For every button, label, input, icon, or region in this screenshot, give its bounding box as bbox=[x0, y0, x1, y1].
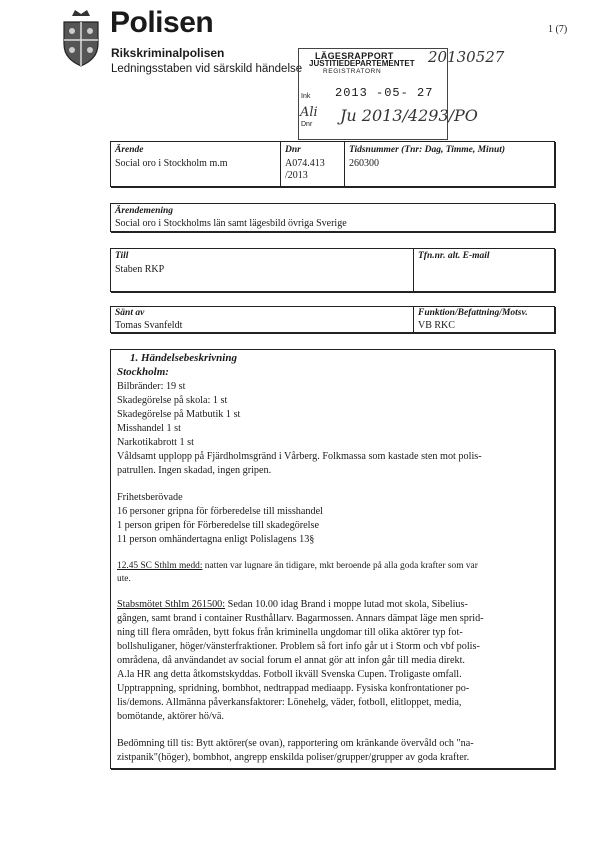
registry-stamp bbox=[298, 48, 448, 140]
funktion-label: Funktion/Befattning/Motsv. bbox=[418, 308, 528, 318]
arende-cell bbox=[111, 142, 281, 186]
funktion-cell bbox=[414, 307, 554, 332]
stamp-dnr-label: Dnr bbox=[301, 121, 313, 128]
dnr-cell bbox=[281, 142, 345, 186]
incident-line: Skadegörelse på skola: 1 st bbox=[117, 395, 228, 406]
sc-report-text: natten var lugnare än tidigare, mkt beroende på alla goda krafter som var bbox=[202, 561, 478, 571]
incident-line: patrullen. Ingen skadad, ingen gripen. bbox=[117, 465, 272, 476]
stamp-ministry: JUSTITIEDEPARTEMENTET bbox=[309, 59, 415, 68]
incident-line: Våldsamt upplopp på Fjärdholmsgränd i Vårberg. Folkmassa som kastade sten mot polis- bbox=[117, 451, 482, 462]
page-number: 1 (7) bbox=[548, 24, 568, 35]
detained-line: 11 person omhändertagna enligt Polislagens 13§ bbox=[117, 534, 315, 545]
unit-name: Ledningsstaben vid särskild händelse bbox=[111, 63, 303, 75]
incident-line: Skadegörelse på Matbutik 1 st bbox=[117, 409, 241, 420]
stamp-office: REGISTRATORN bbox=[323, 68, 382, 75]
sc-report bbox=[117, 561, 478, 571]
handwritten-initials: Ali bbox=[300, 105, 318, 120]
sc-report-label: 12.45 SC Sthlm medd: bbox=[117, 561, 203, 571]
section-subtitle: Stockholm: bbox=[117, 366, 169, 378]
brand-name: Polisen bbox=[110, 6, 214, 39]
arende-row bbox=[110, 141, 555, 187]
handwritten-date: 20130527 bbox=[428, 48, 505, 66]
stamp-ink-label: Ink bbox=[301, 93, 311, 100]
dnr-value-1: A074.413 bbox=[285, 158, 325, 169]
stab-report bbox=[117, 599, 468, 610]
stab-line: A.la HR ang detta åtkomstskyddas. Fotboll ikväll Svenska Cupen. Troligaste omfall. bbox=[117, 669, 462, 680]
dnr-value-2: /2013 bbox=[285, 170, 308, 181]
detained-line: 1 person gripen för Förberedelse till skadegörelse bbox=[117, 520, 319, 531]
till-label: Till bbox=[115, 251, 129, 261]
dnr-label: Dnr bbox=[285, 145, 301, 155]
arendemening-box bbox=[110, 203, 555, 232]
stab-line: ning till flera områden, bytt fokus från kriminella ungdomar till olika aktörer typ fot- bbox=[117, 627, 463, 638]
arendemening-value: Social oro i Stockholms län samt lägesbild övriga Sverige bbox=[115, 218, 347, 229]
sant-av-cell bbox=[111, 307, 414, 332]
stab-report-label: Stabsmötet Sthlm 261500: bbox=[117, 599, 226, 610]
detained-title: Frihetsberövade bbox=[117, 492, 183, 503]
stab-line: Upptrappning, spridning, bombhot, nedtrappad mediaapp. Fysiska konfrontationer po- bbox=[117, 683, 470, 694]
tidsnummer-value: 260300 bbox=[349, 158, 379, 169]
sant-av-row bbox=[110, 306, 555, 333]
incident-line: Narkotikabrott 1 st bbox=[117, 437, 194, 448]
tidsnummer-cell bbox=[345, 142, 554, 186]
funktion-value: VB RKC bbox=[418, 320, 455, 331]
incident-line: Misshandel 1 st bbox=[117, 423, 181, 434]
incident-line: Bilbränder: 19 st bbox=[117, 381, 186, 392]
police-crest-logo bbox=[60, 10, 102, 68]
stab-line: gången, samt brand i container Rusthållarv. Bagarmossen. Annars dämpat läge men sprid- bbox=[117, 613, 484, 624]
stab-report-text: Sedan 10.00 idag Brand i moppe lutad mot skola, Sibelius- bbox=[225, 599, 468, 610]
arende-label: Ärende bbox=[115, 145, 144, 155]
arende-value: Social oro i Stockholm m.m bbox=[115, 158, 228, 169]
sc-report-cont: ute. bbox=[117, 574, 131, 584]
tfn-label: Tfn.nr. alt. E-mail bbox=[418, 251, 490, 261]
stamp-title: LÄGESRAPPORT bbox=[315, 51, 394, 61]
section-title: 1. Händelsebeskrivning bbox=[130, 352, 237, 364]
sant-av-label: Sänt av bbox=[115, 308, 145, 318]
till-cell bbox=[111, 249, 414, 291]
stab-line: bollshuliganer, höger/vänsterfraktioner. Problem så fort info går ut i Storm och vbf polis- bbox=[117, 641, 480, 652]
handwritten-dnr: Ju 2013/4293/PO bbox=[340, 106, 478, 125]
till-row bbox=[110, 248, 555, 292]
tidsnummer-label: Tidsnummer (Tnr: Dag, Timme, Minut) bbox=[349, 145, 506, 155]
stab-line: lis/demons. Allmänna påverkansfaktorer: Lönehelg, väder, fotboll, elitloppet, media, bbox=[117, 697, 462, 708]
stab-line: bomötande, aktörer hö/vä. bbox=[117, 711, 224, 722]
stamp-ink-date: 2013 -05- 27 bbox=[335, 86, 434, 100]
tfn-cell bbox=[414, 249, 554, 291]
assessment-line: Bedömning till tis: Bytt aktörer(se ovan), rapportering om kränkande övervåld och "na- bbox=[117, 738, 474, 749]
sant-av-value: Tomas Svanfeldt bbox=[115, 320, 183, 331]
stab-line: områdena, då användandet av social forum el annat gör att infon går till media direkt. bbox=[117, 655, 465, 666]
till-value: Staben RKP bbox=[115, 264, 165, 275]
assessment-line: zistpanik"(höger), bombhot, angrepp enskilda poliser/grupper/grupper av goda krafter. bbox=[117, 752, 470, 763]
detained-line: 16 personer gripna för förberedelse till misshandel bbox=[117, 506, 323, 517]
arendemening-label: Ärendemening bbox=[115, 206, 174, 216]
department-name: Rikskriminalpolisen bbox=[111, 46, 225, 60]
